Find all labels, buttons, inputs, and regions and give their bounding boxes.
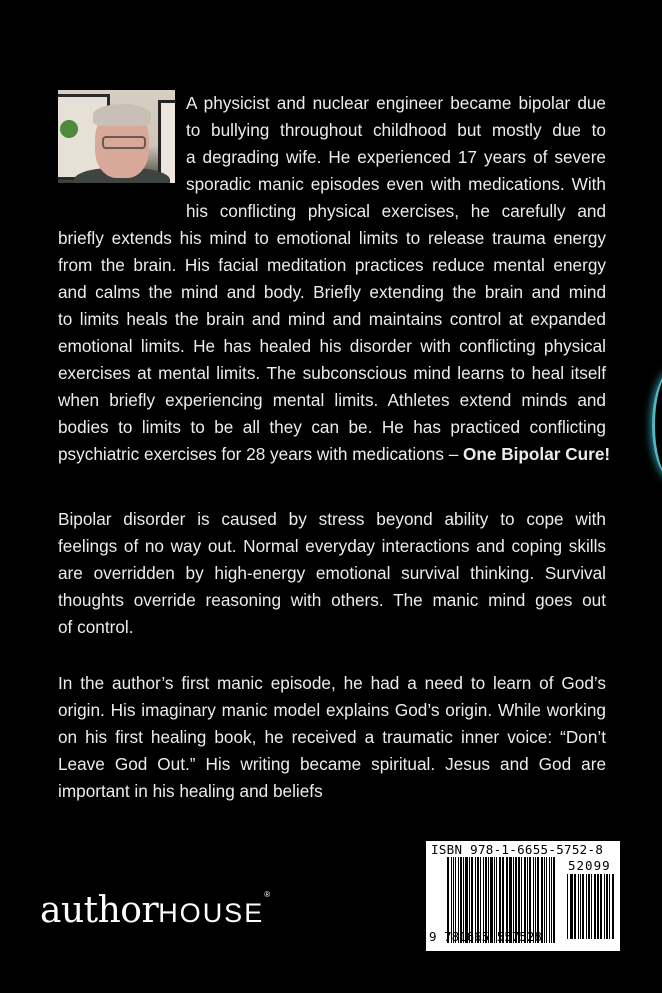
line-text: on his first healing book, he received a traumatic inner voice: “Don’t	[58, 727, 606, 747]
line-text: to bullying throughout childhood but mostly due to	[186, 120, 606, 140]
blurb-line	[186, 92, 606, 114]
line-text: his conflicting physical exercises, he carefully and	[186, 201, 606, 221]
price-code: 52099	[568, 858, 611, 873]
line-text: feelings of no way out. Normal everyday interactions and coping skills	[58, 536, 606, 556]
bar	[546, 857, 548, 943]
blurb-line	[58, 389, 606, 411]
blurb-line	[58, 699, 606, 721]
blurb-line	[58, 335, 606, 357]
bar	[594, 874, 596, 939]
logo-house: HOUSE	[158, 898, 265, 928]
bar	[604, 874, 605, 939]
bar	[553, 857, 555, 943]
line-text: thoughts override reasoning with others. The manic mind goes out	[58, 590, 606, 610]
line-text: origin. His imaginary manic model explains God’s origin. While working	[58, 700, 606, 720]
line-text: Leave God Out.” His writing became spiritual. Jesus and God are	[58, 754, 606, 774]
blurb-line	[58, 308, 606, 330]
addon-bars	[567, 874, 615, 939]
blurb-line	[58, 780, 606, 802]
blurb-line	[58, 726, 606, 748]
bar	[551, 857, 552, 943]
blurb-line	[58, 281, 606, 303]
author-photo	[58, 90, 175, 183]
bar	[570, 874, 571, 939]
blurb-line	[186, 200, 606, 222]
bar	[582, 874, 584, 939]
bar	[591, 874, 592, 939]
line-text: and calms the mind and body. Briefly extending the brain and mind	[58, 282, 606, 302]
blurb-line	[58, 589, 606, 611]
bar	[600, 874, 601, 939]
line-text: of control.	[58, 617, 134, 637]
bar	[612, 874, 614, 939]
blurb-line	[58, 416, 606, 438]
bar	[609, 874, 610, 939]
line-text: psychiatric exercises for 28 years with medications –	[58, 444, 464, 464]
line-text: from the brain. His facial meditation practices reduce mental energy	[58, 255, 606, 275]
isbn-text: ISBN 978-1-6655-5752-8	[431, 842, 604, 857]
logo-author: author	[40, 890, 159, 931]
line-text: when briefly experiencing mental limits. Athletes extend minds and	[58, 390, 606, 410]
blurb-line	[186, 119, 606, 141]
line-text: A physicist and nuclear engineer became bipolar due	[186, 93, 606, 113]
blurb-line	[58, 753, 606, 775]
emphasis-text: One Bipolar Cure!	[463, 444, 611, 464]
decorative-glow	[652, 370, 662, 480]
bar	[606, 874, 608, 939]
line-text: sporadic manic episodes even with medications. With	[186, 174, 606, 194]
blurb-line	[58, 362, 606, 384]
bar	[597, 874, 599, 939]
bar	[574, 874, 575, 939]
line-text: briefly extends his mind to emotional limits to release trauma energy	[58, 228, 606, 248]
blurb-line	[58, 443, 610, 465]
blurb-line	[58, 616, 606, 638]
bar	[549, 857, 550, 943]
line-text: emotional limits. He has healed his disorder with conflicting physical	[58, 336, 606, 356]
bar	[567, 874, 568, 939]
blurb-line	[186, 173, 606, 195]
line-text: to limits heals the brain and mind and maintains control at expanded	[58, 309, 606, 329]
isbn-barcode	[426, 841, 620, 951]
line-text: are overridden by high-energy emotional survival thinking. Survival	[58, 563, 606, 583]
bar	[580, 874, 581, 939]
blurb-line	[58, 562, 606, 584]
ean-digits: 9 781665 557528	[429, 929, 542, 944]
line-text: important in his healing and beliefs	[58, 781, 323, 801]
bar	[578, 874, 579, 939]
blurb-line	[186, 146, 606, 168]
line-text: exercises at mental limits. The subconscious mind learns to heal itself	[58, 363, 606, 383]
line-text: bodies to limits to be all they can be. He has practiced conflicting	[58, 417, 606, 437]
bar	[586, 874, 587, 939]
blurb-line	[58, 508, 606, 530]
blurb-line	[58, 672, 606, 694]
line-text: Bipolar disorder is caused by stress beyond ability to cope with	[58, 509, 606, 529]
publisher-logo	[40, 890, 270, 931]
registered-mark: ®	[264, 890, 271, 899]
line-text: a degrading wife. He experienced 17 years of severe	[186, 147, 606, 167]
blurb-line	[58, 254, 606, 276]
bar	[571, 874, 573, 939]
blurb-line	[58, 535, 606, 557]
bar	[588, 874, 589, 939]
blurb-line	[58, 227, 606, 249]
bar	[544, 857, 545, 943]
line-text: In the author’s first manic episode, he had a need to learn of God’s	[58, 673, 606, 693]
